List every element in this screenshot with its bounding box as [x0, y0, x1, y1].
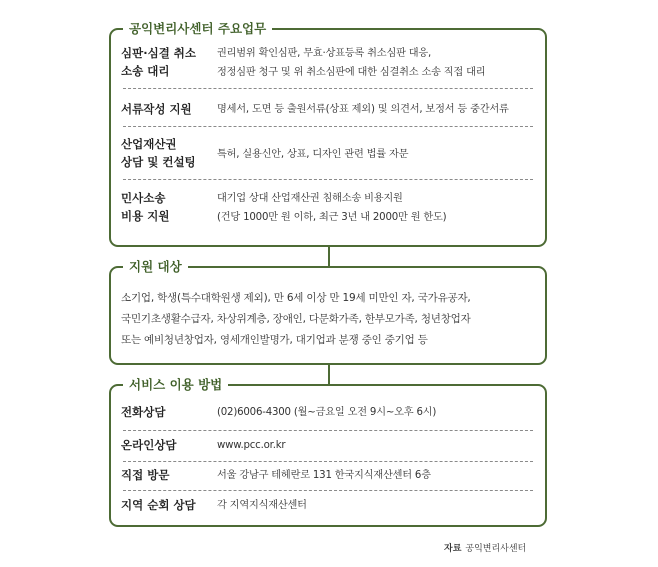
- row-label: 직접 방문: [121, 468, 170, 482]
- row-label: 지역 순회 상담: [121, 498, 196, 512]
- row-text: 권리범위 확인심판, 무효·상표등록 취소심판 대응, 정정심판 청구 및 위 취소심판에 대한 심결취소 소송 직접 대리: [217, 48, 486, 78]
- row-divider: [123, 490, 533, 491]
- phone-number: (02)6006-4300 (월~금요일 오전 9시~오후 6시): [217, 407, 437, 418]
- row-divider: [123, 430, 533, 431]
- row-divider: [123, 461, 533, 462]
- eligibility-title: 지원 대상: [123, 258, 188, 276]
- row-text: 각 지역지식재산센터: [217, 500, 307, 511]
- row-divider: [123, 88, 533, 89]
- main-services-title: 공익변리사센터 주요업무: [123, 20, 272, 38]
- row-label: 심판·심결 취소 소송 대리: [121, 46, 197, 78]
- connector-line-1: [328, 246, 330, 266]
- service-usage-title: 서비스 이용 방법: [123, 376, 228, 394]
- source-credit: 자료 공익변리사센터: [444, 544, 527, 554]
- row-text: 대기업 상대 산업재산권 침해소송 비용지원 (건당 1000만 원 이하, 최근 3년 내 2000만 원 한도): [217, 193, 447, 223]
- row-label: 전화상담: [121, 405, 166, 419]
- service-usage-box: [109, 377, 547, 527]
- main-services-box: [109, 21, 547, 247]
- row-label: 산업재산권 상담 및 컨설팅: [121, 137, 196, 169]
- row-label: 서류작성 지원: [121, 102, 192, 116]
- row-text: 특허, 실용신안, 상표, 디자인 관련 법률 자문: [217, 149, 409, 160]
- row-label: 온라인상담: [121, 438, 177, 452]
- row-text: 명세서, 도면 등 출원서류(상표 제외) 및 의견서, 보정서 등 중간서류: [217, 104, 509, 115]
- website-url: www.pcc.or.kr: [217, 440, 286, 451]
- connector-line-2: [328, 364, 330, 384]
- row-divider: [123, 126, 533, 127]
- row-label: 민사소송 비용 지원: [121, 191, 170, 223]
- row-divider: [123, 179, 533, 180]
- address: 서울 강남구 테헤란로 131 한국지식재산센터 6층: [217, 470, 431, 481]
- eligibility-box: [109, 259, 547, 365]
- eligibility-text: 소기업, 학생(특수대학원생 제외), 만 6세 이상 만 19세 미만인 자, 국가유공자, 국민기초생활수급자, 차상위계층, 장애인, 다문화가족, 한부모가족, 청년창업자 또는 예비청년창업자, 영세개인발명가, 대기업과 분쟁 중인 중기업 등: [121, 292, 471, 346]
